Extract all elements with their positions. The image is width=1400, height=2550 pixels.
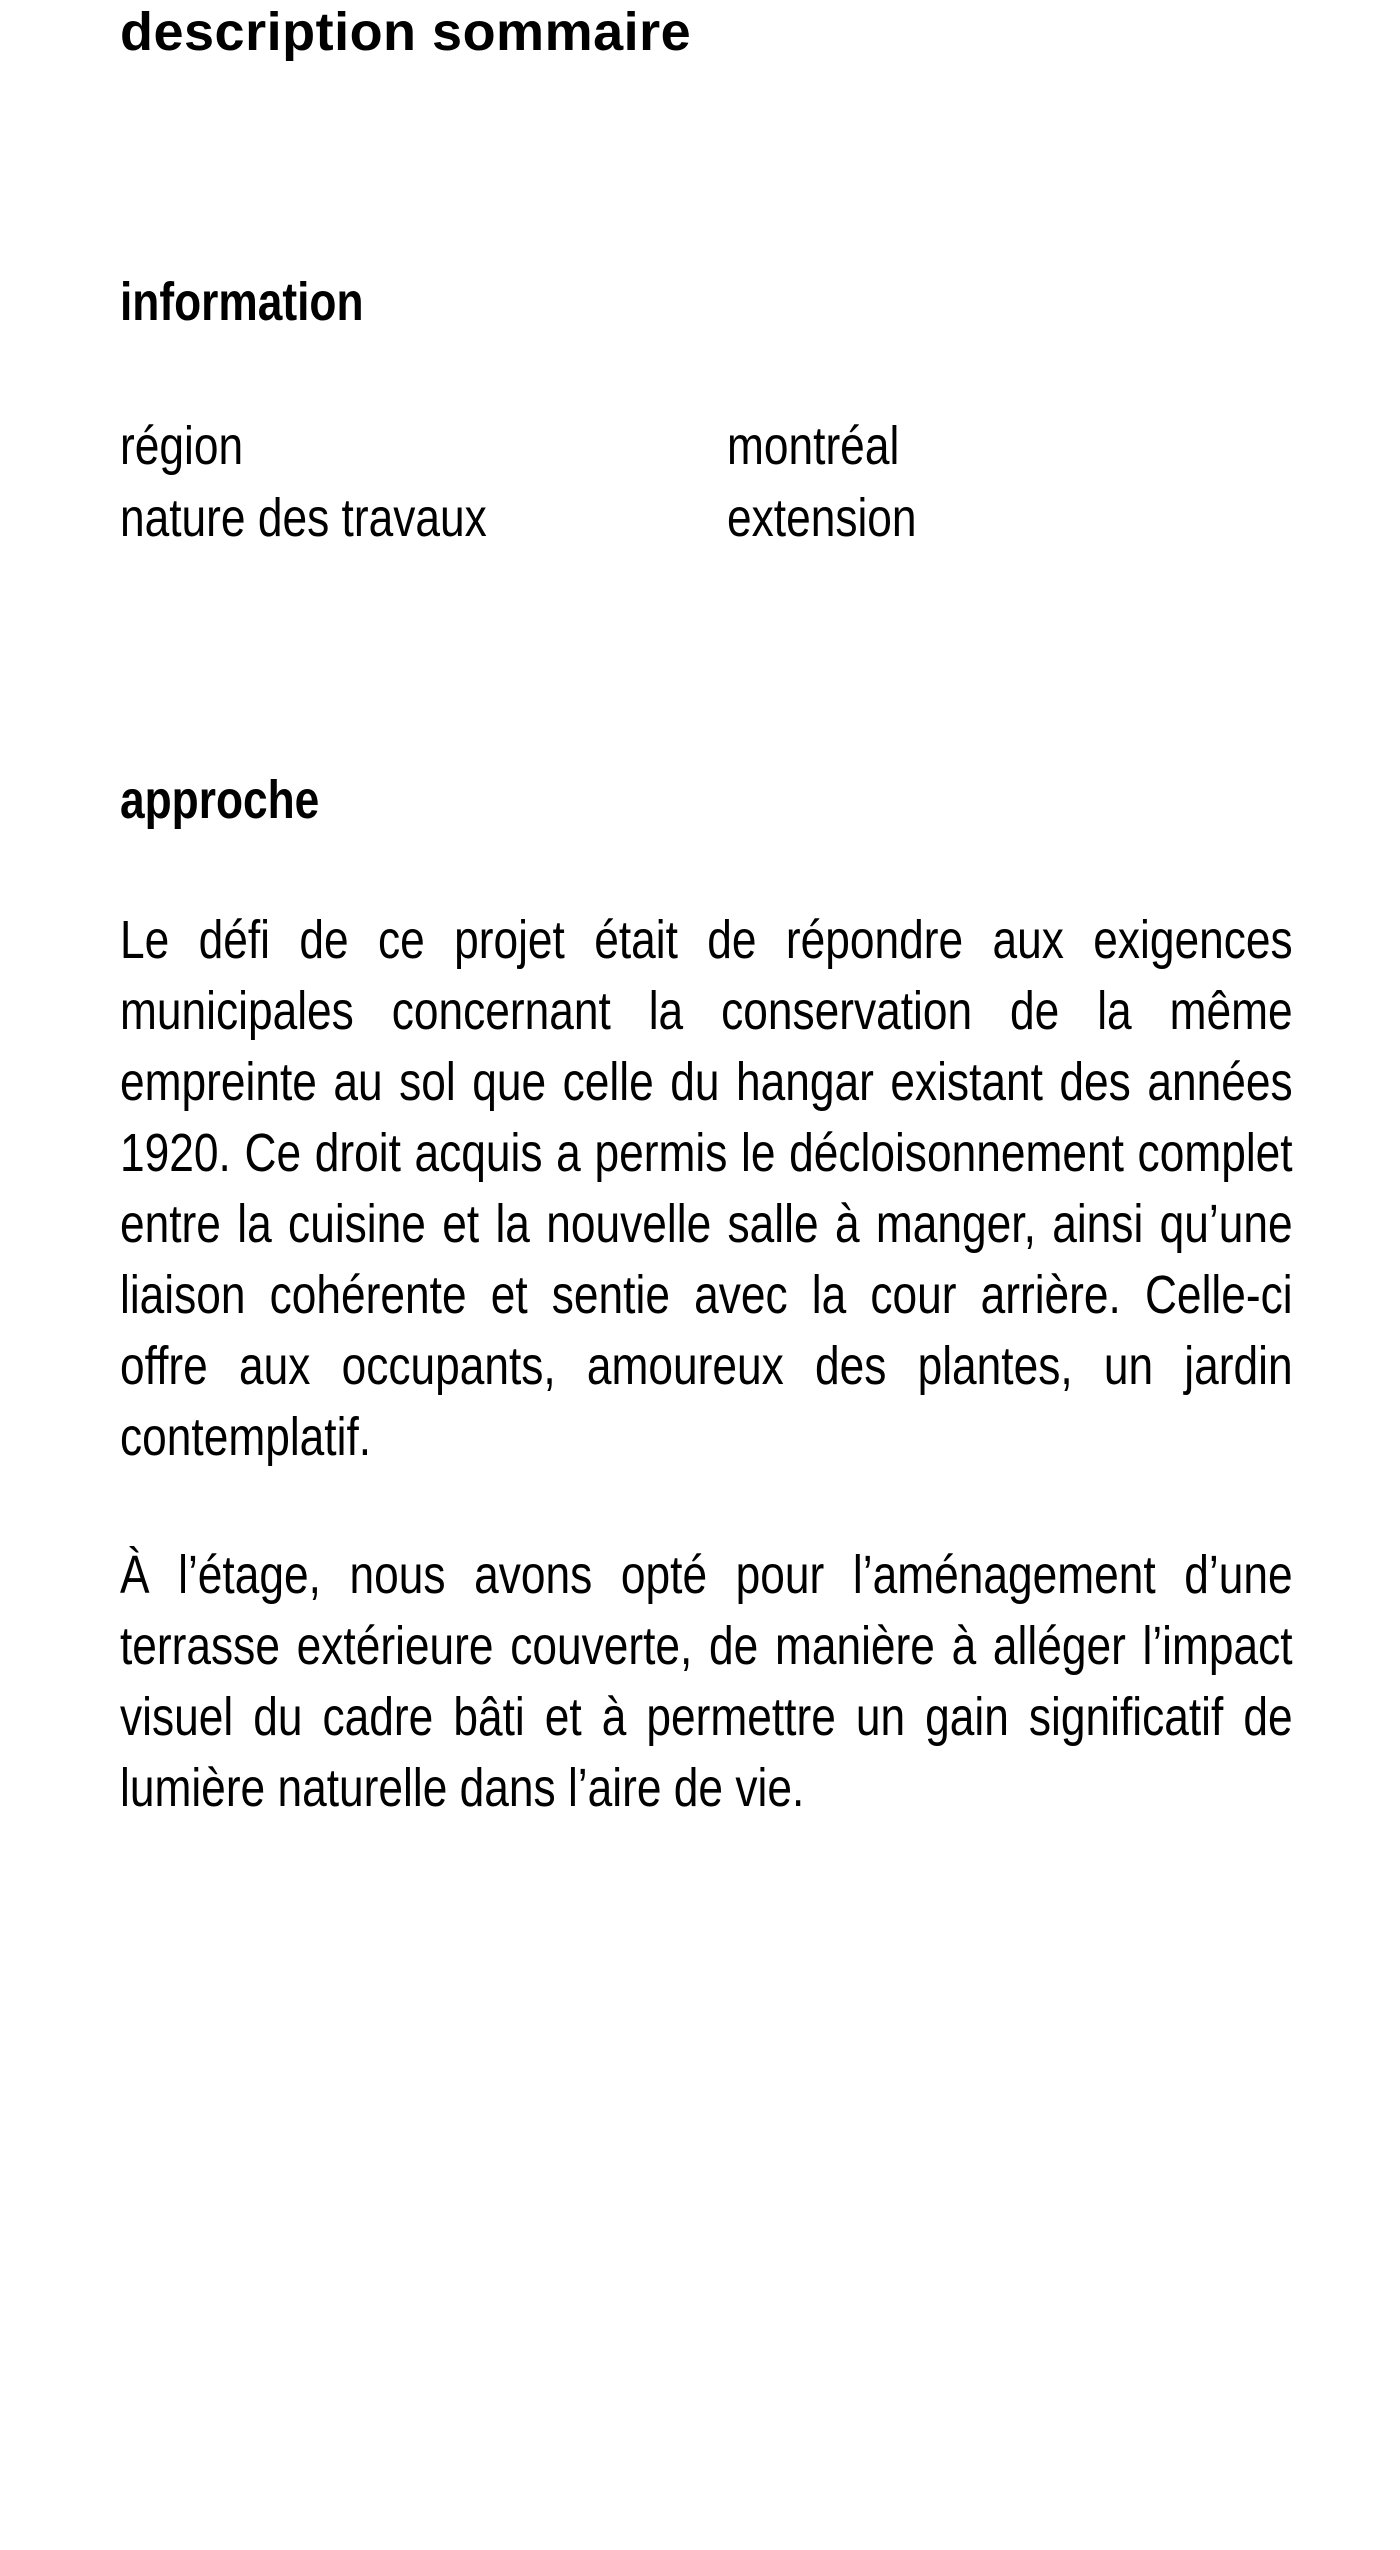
info-value: montréal xyxy=(727,416,900,476)
approche-paragraph-2: À l’étage, nous avons opté pour l’aménagement d’une terrasse extérieure couverte, de manière à alléger l’impact visuel du cadre bâti et à permettre un gain significatif de lumière naturelle dans l’aire de vie. xyxy=(120,1545,1293,1818)
info-value: extension xyxy=(727,488,917,548)
section-title: description sommaire xyxy=(120,2,692,62)
information-table xyxy=(120,410,1295,554)
information-heading: information xyxy=(120,272,364,332)
approche-paragraph-1: Le défi de ce projet était de répondre aux exigences municipales concernant la conservation de la même empreinte au sol que celle du hangar existant des années 1920. Ce droit acquis a permis le décloisonnement complet entre la cuisine et la nouvelle salle à manger, ainsi qu’une liaison cohérente et sentie avec la cour arrière. Celle-ci offre aux occupants, amoureux des plantes, un jardin contemplatif. xyxy=(120,910,1293,1467)
info-label: région xyxy=(120,416,244,476)
info-label: nature des travaux xyxy=(120,488,487,548)
info-row-region xyxy=(120,410,1295,482)
info-row-nature-des-travaux xyxy=(120,482,1295,554)
approche-heading: approche xyxy=(120,770,320,830)
